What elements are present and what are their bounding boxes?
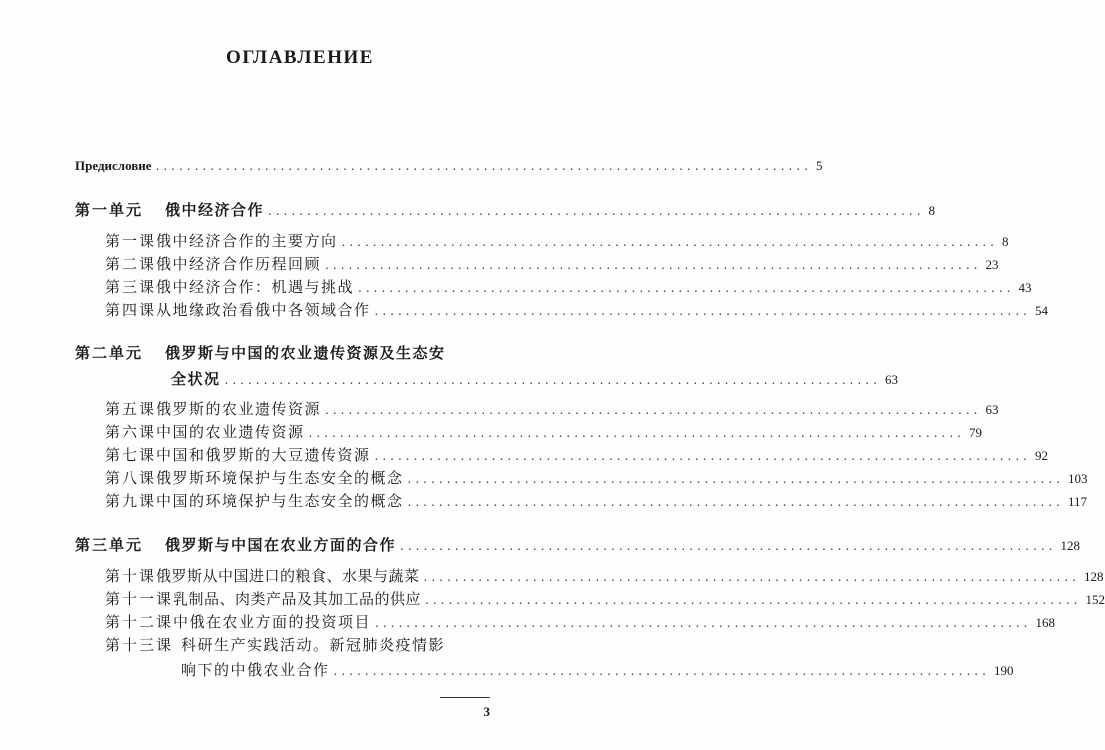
lesson-page: 168: [1035, 615, 1055, 630]
dot-leader: ....................................................................................: [375, 616, 1032, 630]
toc-entry-lesson-8[interactable]: [105, 467, 1088, 488]
lesson-title-line1: 科研生产实践活动。新冠肺炎疫情影: [181, 636, 446, 654]
dot-leader: ....................................................................................: [155, 159, 812, 173]
lesson-label: 第九课: [105, 492, 157, 510]
lesson-title: 从地缘政治看俄中各领域合作: [156, 301, 371, 319]
dot-leader: ....................................................................................: [308, 426, 965, 440]
lesson-page: 8: [1001, 234, 1009, 249]
lesson-title: 中俄在农业方面的投资项目: [173, 613, 372, 631]
unit-page: 8: [928, 203, 935, 218]
lesson-page: 54: [1034, 303, 1048, 318]
lesson-title: 俄罗斯环境保护与生态安全的概念: [156, 469, 404, 487]
toc-entry-unit-2-line1[interactable]: [75, 342, 486, 363]
lesson-label: 第二课: [105, 255, 157, 273]
dot-leader: ....................................................................................: [423, 570, 1080, 584]
lesson-title: 中国的环境保护与生态安全的概念: [156, 492, 404, 510]
lesson-page: 43: [1018, 280, 1032, 295]
lesson-label: 第三课: [105, 278, 157, 296]
lesson-page: 152: [1085, 592, 1105, 607]
toc-entry-lesson-5[interactable]: [105, 398, 999, 419]
toc-entry-lesson-7[interactable]: [105, 444, 1048, 465]
toc-entry-lesson-3[interactable]: [105, 276, 1032, 297]
toc-entry-lesson-10[interactable]: [105, 565, 1104, 586]
dot-leader: ....................................................................................: [224, 373, 881, 387]
lesson-page: 190: [993, 663, 1014, 678]
unit-page: 63: [884, 372, 898, 387]
dot-leader: ....................................................................................: [358, 281, 1015, 295]
unit-title: 俄罗斯与中国在农业方面的合作: [165, 536, 397, 554]
dot-leader: ....................................................................................: [407, 472, 1064, 486]
dot-leader: ....................................................................................: [374, 449, 1031, 463]
toc-entry-preface[interactable]: [75, 158, 823, 174]
lesson-page: 117: [1067, 494, 1087, 509]
dot-leader: ....................................................................................: [325, 258, 982, 272]
toc-entry-lesson-12[interactable]: [105, 611, 1055, 632]
lesson-label: 第十课: [105, 567, 157, 585]
preface-page: 5: [815, 158, 823, 173]
lesson-title: 俄中经济合作历程回顾: [156, 255, 322, 273]
lesson-label: 第五课: [105, 400, 157, 418]
lesson-title: 俄罗斯的农业遗传资源: [156, 400, 322, 418]
lesson-page: 79: [968, 425, 982, 440]
unit-label: 第二单元: [75, 344, 144, 362]
lesson-label: 第十二课: [105, 613, 174, 631]
lesson-title: 中国和俄罗斯的大豆遗传资源: [156, 446, 371, 464]
unit-label: 第三单元: [75, 536, 144, 554]
lesson-page: 63: [985, 402, 999, 417]
lesson-label: 第一课: [105, 232, 157, 250]
page-title: ОГЛАВЛЕНИЕ: [226, 47, 374, 68]
toc-entry-lesson-9[interactable]: [105, 490, 1087, 511]
unit-title-line1: 俄罗斯与中国的农业遗传资源及生态安: [165, 344, 446, 362]
toc-entry-unit-3[interactable]: [75, 534, 1080, 555]
lesson-label: 第十三课: [105, 636, 174, 654]
footer-rule: [440, 697, 490, 698]
dot-leader: ....................................................................................: [425, 593, 1082, 607]
dot-leader: ....................................................................................: [374, 304, 1031, 318]
unit-page: 128: [1060, 538, 1080, 553]
preface-text: Предисловие: [75, 158, 152, 173]
toc-entry-lesson-11[interactable]: [105, 588, 1105, 609]
toc-entry-lesson-13-line2[interactable]: [181, 659, 1014, 680]
dot-leader: ....................................................................................: [407, 495, 1064, 509]
lesson-label: 第十一课: [105, 590, 174, 608]
lesson-title: 俄中经济合作的主要方向: [156, 232, 338, 250]
dot-leader: ....................................................................................: [325, 403, 982, 417]
toc-entry-lesson-1[interactable]: [105, 230, 1009, 251]
lesson-label: 第七课: [105, 446, 157, 464]
toc-entry-lesson-2[interactable]: [105, 253, 999, 274]
lesson-label: 第八课: [105, 469, 157, 487]
dot-leader: ....................................................................................: [333, 664, 990, 678]
lesson-title: 俄罗斯从中国进口的粮食、水果与蔬菜: [156, 567, 420, 585]
toc-entry-unit-1[interactable]: [75, 199, 935, 220]
unit-title-line2: 全状况: [171, 370, 221, 388]
lesson-title: 俄中经济合作：机遇与挑战: [156, 278, 355, 296]
lesson-title: 中国的农业遗传资源: [156, 423, 305, 441]
toc-entry-lesson-6[interactable]: [105, 421, 982, 442]
dot-leader: ....................................................................................: [268, 204, 925, 218]
lesson-page: 103: [1067, 471, 1088, 486]
lesson-title-line2: 响下的中俄农业合作: [181, 661, 330, 679]
lesson-title: 乳制品、肉类产品及其加工品的供应: [173, 590, 422, 608]
dot-leader: ....................................................................................: [341, 235, 998, 249]
lesson-page: 128: [1083, 569, 1104, 584]
unit-title: 俄中经济合作: [165, 201, 265, 219]
unit-label: 第一单元: [75, 201, 144, 219]
toc-entry-unit-2-line2[interactable]: [171, 368, 898, 389]
toc-entry-lesson-4[interactable]: [105, 299, 1048, 320]
lesson-page: 23: [985, 257, 999, 272]
toc-entry-lesson-13-line1[interactable]: [105, 634, 486, 655]
lesson-label: 第四课: [105, 301, 157, 319]
lesson-label: 第六课: [105, 423, 157, 441]
dot-leader: ....................................................................................: [400, 539, 1057, 553]
lesson-page: 92: [1034, 448, 1048, 463]
page-number: 3: [483, 704, 490, 719]
